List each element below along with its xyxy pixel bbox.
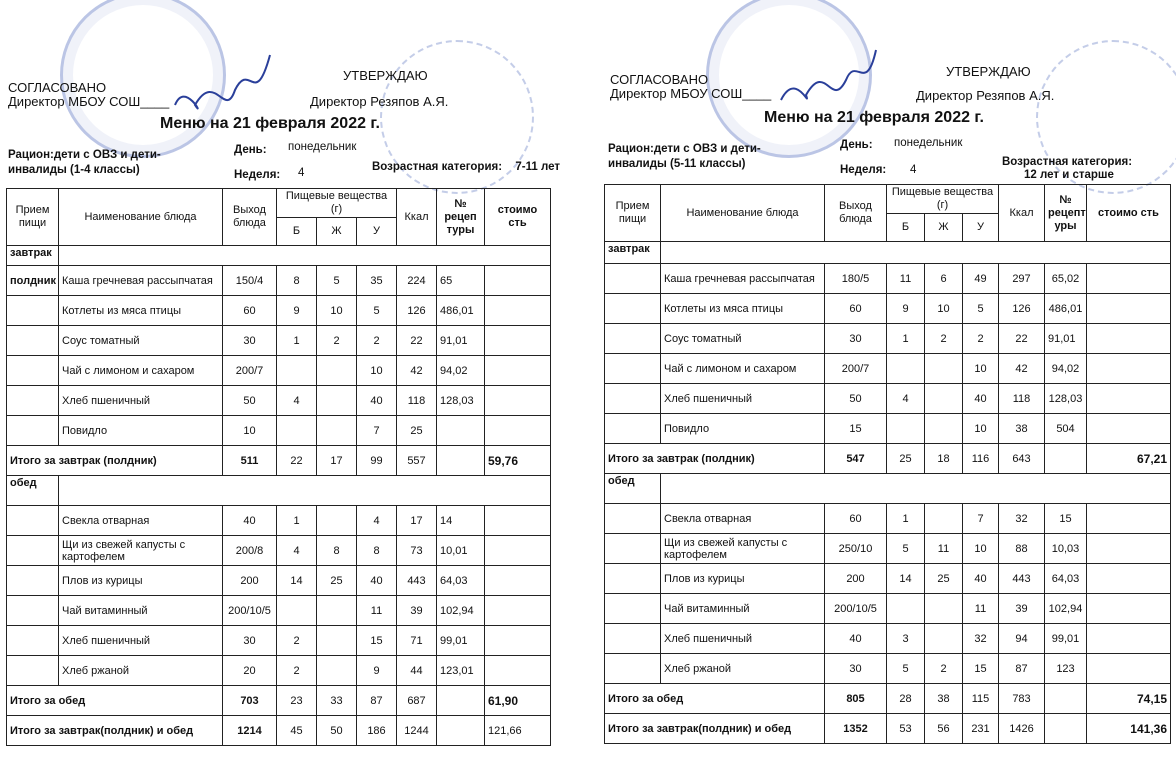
dish-kcal: 39: [397, 596, 437, 626]
dish-yield: 50: [223, 386, 277, 416]
dish-b: 9: [887, 294, 925, 324]
table-row: [605, 534, 1171, 564]
dish-kcal: 71: [397, 626, 437, 656]
total-u: 115: [963, 684, 999, 714]
total-label: Итого за обед: [605, 684, 825, 714]
approved-by: Директор МБОУ СОШ____: [610, 86, 772, 101]
dish-b: 14: [887, 564, 925, 594]
total-label: Итого за завтрак (полдник): [605, 444, 825, 474]
dish-b: 8: [277, 266, 317, 296]
total-kcal: 783: [999, 684, 1045, 714]
breakfast-total-row: [605, 444, 1171, 474]
dish-kcal: 73: [397, 536, 437, 566]
dish-yield: 30: [825, 324, 887, 354]
dish-kcal: 44: [397, 656, 437, 686]
dish-name: Повидло: [59, 416, 223, 446]
breakfast-total-row: [7, 446, 551, 476]
right-menu-page: [596, 0, 1176, 770]
total-zh: 56: [925, 714, 963, 744]
day-value: понедельник: [894, 137, 963, 149]
dish-u: 4: [357, 506, 397, 536]
col-zh: Ж: [925, 214, 963, 242]
dish-recipe: 10,01: [437, 536, 485, 566]
dish-name: Хлеб пшеничный: [661, 384, 825, 414]
dish-zh: 25: [317, 566, 357, 596]
dish-yield: 250/10: [825, 534, 887, 564]
dish-name: Соус томатный: [59, 326, 223, 356]
dish-b: [887, 414, 925, 444]
diet-label: Рацион:дети с ОВЗ и дети-инвалиды (1-4 классы): [8, 149, 161, 176]
dish-zh: [925, 594, 963, 624]
meal-lunch: обед: [605, 474, 661, 504]
dish-yield: 30: [825, 654, 887, 684]
col-kcal: Ккал: [999, 185, 1045, 242]
dish-yield: 200: [825, 564, 887, 594]
total-cost: 59,76: [485, 446, 551, 476]
dish-u: 7: [357, 416, 397, 446]
total-yield: 805: [825, 684, 887, 714]
table-row: [7, 326, 551, 356]
col-yield: Выход блюда: [825, 185, 887, 242]
age-label: Возрастная категория:: [372, 161, 503, 173]
week-value: 4: [910, 164, 917, 176]
dish-recipe: 128,03: [1045, 384, 1087, 414]
dish-zh: [317, 656, 357, 686]
dish-name: Соус томатный: [661, 324, 825, 354]
dish-u: 11: [963, 594, 999, 624]
dish-name: Щи из свежей капусты с картофелем: [59, 536, 223, 566]
dish-b: 5: [887, 654, 925, 684]
col-zh: Ж: [317, 218, 357, 246]
dish-kcal: 443: [999, 564, 1045, 594]
week-label: Неделя:: [840, 164, 887, 176]
menu-table: [604, 184, 1171, 744]
table-row: [7, 566, 551, 596]
col-u: У: [357, 218, 397, 246]
dish-zh: [317, 356, 357, 386]
total-zh: 18: [925, 444, 963, 474]
dish-recipe: 64,03: [437, 566, 485, 596]
dish-name: Котлеты из мяса птицы: [661, 294, 825, 324]
dish-u: 7: [963, 504, 999, 534]
approved-label: СОГЛАСОВАНО: [8, 80, 107, 95]
total-cost: 121,66: [485, 716, 551, 746]
dish-b: 1: [277, 326, 317, 356]
approved-by: Директор МБОУ СОШ____: [8, 94, 170, 109]
diet-label: Рацион:дети с ОВЗ и дети-инвалиды (5-11 классы): [608, 143, 761, 170]
dish-u: 11: [357, 596, 397, 626]
col-meal: Прием пищи: [7, 189, 59, 246]
confirm-by: Директор Резяпов А.Я.: [916, 88, 1055, 103]
age-label: Возрастная категория:: [1002, 156, 1133, 168]
table-row: [605, 384, 1171, 414]
dish-u: 10: [963, 414, 999, 444]
dish-name: Чай с лимоном и сахаром: [59, 356, 223, 386]
col-meal: Прием пищи: [605, 185, 661, 242]
dish-zh: 2: [317, 326, 357, 356]
dish-zh: 6: [925, 264, 963, 294]
col-b: Б: [887, 214, 925, 242]
dish-recipe: 65,02: [1045, 264, 1087, 294]
dish-recipe: 91,01: [437, 326, 485, 356]
confirm-label: УТВЕРЖДАЮ: [343, 68, 428, 83]
day-label: День:: [840, 139, 873, 151]
approved-label: СОГЛАСОВАНО: [610, 72, 709, 87]
meal-breakfast: завтрак: [7, 246, 59, 266]
dish-yield: 200/8: [223, 536, 277, 566]
dish-b: 2: [277, 656, 317, 686]
dish-b: [277, 416, 317, 446]
dish-b: [887, 354, 925, 384]
dish-name: Свекла отварная: [661, 504, 825, 534]
table-row: [7, 296, 551, 326]
total-kcal: 1244: [397, 716, 437, 746]
dish-u: 8: [357, 536, 397, 566]
dish-b: 4: [277, 536, 317, 566]
dish-recipe: 128,03: [437, 386, 485, 416]
dish-name: Котлеты из мяса птицы: [59, 296, 223, 326]
table-row: [7, 266, 551, 296]
dish-b: 2: [277, 626, 317, 656]
dish-kcal: 126: [999, 294, 1045, 324]
lunch-total-row: [7, 686, 551, 716]
dish-yield: 15: [825, 414, 887, 444]
dish-recipe: 102,94: [437, 596, 485, 626]
dish-kcal: 443: [397, 566, 437, 596]
dish-u: 40: [963, 564, 999, 594]
col-nutrients: Пищевые вещества (г): [887, 185, 999, 214]
dish-recipe: 123,01: [437, 656, 485, 686]
dish-yield: 200/10/5: [223, 596, 277, 626]
dish-zh: [925, 414, 963, 444]
table-row: [605, 564, 1171, 594]
dish-kcal: 87: [999, 654, 1045, 684]
lunch-total-row: [605, 684, 1171, 714]
dish-yield: 200/7: [825, 354, 887, 384]
dish-name: Плов из курицы: [59, 566, 223, 596]
dish-recipe: 64,03: [1045, 564, 1087, 594]
total-label: Итого за обед: [7, 686, 223, 716]
table-row: [605, 504, 1171, 534]
total-kcal: 557: [397, 446, 437, 476]
col-recipe: № рецеп туры: [437, 189, 485, 246]
dish-b: 14: [277, 566, 317, 596]
table-row: [7, 656, 551, 686]
dish-recipe: 504: [1045, 414, 1087, 444]
total-zh: 17: [317, 446, 357, 476]
total-u: 231: [963, 714, 999, 744]
week-value: 4: [298, 167, 305, 179]
col-cost: стоимо сть: [485, 189, 551, 246]
dish-u: 40: [963, 384, 999, 414]
dish-b: 11: [887, 264, 925, 294]
table-row: [605, 354, 1171, 384]
dish-u: 40: [357, 566, 397, 596]
dish-zh: 8: [317, 536, 357, 566]
dish-yield: 10: [223, 416, 277, 446]
dish-u: 10: [963, 354, 999, 384]
dish-b: 1: [887, 324, 925, 354]
col-b: Б: [277, 218, 317, 246]
dish-yield: 20: [223, 656, 277, 686]
total-kcal: 643: [999, 444, 1045, 474]
confirm-by: Директор Резяпов А.Я.: [310, 94, 449, 109]
dish-name: Хлеб ржаной: [661, 654, 825, 684]
col-nutrients: Пищевые вещества (г): [277, 189, 397, 218]
col-dish: Наименование блюда: [59, 189, 223, 246]
dish-recipe: [437, 416, 485, 446]
menu-table: [6, 188, 551, 746]
dish-kcal: 126: [397, 296, 437, 326]
table-row: [605, 294, 1171, 324]
dish-zh: 11: [925, 534, 963, 564]
dish-name: Хлеб пшеничный: [59, 386, 223, 416]
total-u: 186: [357, 716, 397, 746]
total-label: Итого за завтрак (полдник): [7, 446, 223, 476]
dish-recipe: 94,02: [437, 356, 485, 386]
dish-kcal: 297: [999, 264, 1045, 294]
dish-zh: [925, 354, 963, 384]
dish-u: 15: [963, 654, 999, 684]
total-yield: 547: [825, 444, 887, 474]
dish-recipe: 65: [437, 266, 485, 296]
meal-snack: полдник: [7, 266, 59, 296]
table-row: [605, 624, 1171, 654]
total-label: Итого за завтрак(полдник) и обед: [605, 714, 825, 744]
confirm-label: УТВЕРЖДАЮ: [946, 64, 1031, 79]
meal-breakfast: завтрак: [605, 242, 661, 264]
dish-b: 1: [277, 506, 317, 536]
dish-yield: 150/4: [223, 266, 277, 296]
col-u: У: [963, 214, 999, 242]
dish-u: 10: [963, 534, 999, 564]
dish-u: 2: [963, 324, 999, 354]
total-yield: 703: [223, 686, 277, 716]
age-value: 7-11 лет: [515, 161, 560, 173]
dish-u: 32: [963, 624, 999, 654]
dish-zh: [317, 626, 357, 656]
dish-recipe: 15: [1045, 504, 1087, 534]
dish-yield: 60: [825, 294, 887, 324]
dish-kcal: 118: [397, 386, 437, 416]
table-row: [7, 536, 551, 566]
dish-kcal: 22: [397, 326, 437, 356]
dish-recipe: 486,01: [437, 296, 485, 326]
total-kcal: 687: [397, 686, 437, 716]
dish-b: [887, 594, 925, 624]
dish-name: Хлеб ржаной: [59, 656, 223, 686]
meal-lunch: обед: [7, 476, 59, 506]
dish-recipe: 94,02: [1045, 354, 1087, 384]
total-b: 53: [887, 714, 925, 744]
page-title: Меню на 21 февраля 2022 г.: [160, 115, 380, 132]
table-row: [605, 414, 1171, 444]
dish-b: 3: [887, 624, 925, 654]
dish-b: [277, 356, 317, 386]
dish-recipe: 14: [437, 506, 485, 536]
dish-zh: [925, 624, 963, 654]
col-kcal: Ккал: [397, 189, 437, 246]
col-dish: Наименование блюда: [661, 185, 825, 242]
dish-kcal: 42: [397, 356, 437, 386]
dish-kcal: 25: [397, 416, 437, 446]
table-row: [605, 264, 1171, 294]
dish-recipe: 99,01: [1045, 624, 1087, 654]
total-zh: 50: [317, 716, 357, 746]
dish-zh: 10: [317, 296, 357, 326]
table-row: [7, 386, 551, 416]
dish-name: Хлеб пшеничный: [661, 624, 825, 654]
table-row: [7, 356, 551, 386]
dish-u: 40: [357, 386, 397, 416]
total-cost: 141,36: [1087, 714, 1171, 744]
total-yield: 1214: [223, 716, 277, 746]
dish-recipe: 486,01: [1045, 294, 1087, 324]
dish-recipe: 123: [1045, 654, 1087, 684]
dish-kcal: 17: [397, 506, 437, 536]
total-b: 25: [887, 444, 925, 474]
total-yield: 511: [223, 446, 277, 476]
left-menu-page: [0, 0, 562, 770]
table-row: [605, 654, 1171, 684]
dish-u: 10: [357, 356, 397, 386]
dish-kcal: 94: [999, 624, 1045, 654]
total-u: 99: [357, 446, 397, 476]
table-row: [605, 324, 1171, 354]
dish-kcal: 88: [999, 534, 1045, 564]
total-b: 45: [277, 716, 317, 746]
total-yield: 1352: [825, 714, 887, 744]
dish-name: Чай витаминный: [59, 596, 223, 626]
dish-name: Повидло: [661, 414, 825, 444]
dish-recipe: 10,03: [1045, 534, 1087, 564]
dish-u: 35: [357, 266, 397, 296]
dish-zh: [317, 506, 357, 536]
dish-name: Хлеб пшеничный: [59, 626, 223, 656]
dish-yield: 60: [223, 296, 277, 326]
total-label: Итого за завтрак(полдник) и обед: [7, 716, 223, 746]
table-row: [605, 594, 1171, 624]
dish-zh: [317, 386, 357, 416]
total-u: 116: [963, 444, 999, 474]
dish-yield: 40: [825, 624, 887, 654]
dish-yield: 180/5: [825, 264, 887, 294]
table-row: [7, 416, 551, 446]
total-b: 28: [887, 684, 925, 714]
dish-kcal: 39: [999, 594, 1045, 624]
dish-b: 9: [277, 296, 317, 326]
dish-kcal: 38: [999, 414, 1045, 444]
dish-zh: [925, 384, 963, 414]
dish-zh: [317, 596, 357, 626]
week-label: Неделя:: [234, 169, 281, 181]
signature: [771, 40, 881, 120]
table-row: [7, 626, 551, 656]
table-row: [7, 506, 551, 536]
dish-u: 15: [357, 626, 397, 656]
col-yield: Выход блюда: [223, 189, 277, 246]
dish-name: Каша гречневая рассыпчатая: [59, 266, 223, 296]
page-title: Меню на 21 февраля 2022 г.: [764, 109, 984, 126]
dish-yield: 30: [223, 626, 277, 656]
dish-u: 5: [963, 294, 999, 324]
dish-name: Свекла отварная: [59, 506, 223, 536]
dish-name: Чай с лимоном и сахаром: [661, 354, 825, 384]
dish-b: [277, 596, 317, 626]
total-cost: 67,21: [1087, 444, 1171, 474]
dish-name: Плов из курицы: [661, 564, 825, 594]
dish-b: 1: [887, 504, 925, 534]
grand-total-row: [7, 716, 551, 746]
dish-yield: 60: [825, 504, 887, 534]
dish-name: Чай витаминный: [661, 594, 825, 624]
dish-yield: 40: [223, 506, 277, 536]
dish-zh: 5: [317, 266, 357, 296]
dish-name: Щи из свежей капусты с картофелем: [661, 534, 825, 564]
dish-b: 4: [277, 386, 317, 416]
dish-yield: 200/10/5: [825, 594, 887, 624]
total-cost: 74,15: [1087, 684, 1171, 714]
dish-u: 5: [357, 296, 397, 326]
dish-yield: 200: [223, 566, 277, 596]
col-cost: стоимо сть: [1087, 185, 1171, 242]
age-value: 12 лет и старше: [1024, 169, 1114, 181]
dish-zh: 25: [925, 564, 963, 594]
total-u: 87: [357, 686, 397, 716]
dish-zh: [925, 504, 963, 534]
grand-total-row: [605, 714, 1171, 744]
total-zh: 33: [317, 686, 357, 716]
total-b: 23: [277, 686, 317, 716]
dish-kcal: 42: [999, 354, 1045, 384]
total-b: 22: [277, 446, 317, 476]
dish-kcal: 32: [999, 504, 1045, 534]
total-zh: 38: [925, 684, 963, 714]
total-kcal: 1426: [999, 714, 1045, 744]
dish-recipe: 102,94: [1045, 594, 1087, 624]
dish-recipe: 99,01: [437, 626, 485, 656]
dish-yield: 30: [223, 326, 277, 356]
col-recipe: № рецепт уры: [1045, 185, 1087, 242]
dish-name: Каша гречневая рассыпчатая: [661, 264, 825, 294]
day-value: понедельник: [288, 141, 357, 153]
dish-zh: 2: [925, 654, 963, 684]
dish-yield: 50: [825, 384, 887, 414]
dish-u: 9: [357, 656, 397, 686]
dish-kcal: 118: [999, 384, 1045, 414]
dish-kcal: 224: [397, 266, 437, 296]
dish-zh: [317, 416, 357, 446]
dish-zh: 10: [925, 294, 963, 324]
dish-u: 2: [357, 326, 397, 356]
dish-zh: 2: [925, 324, 963, 354]
dish-b: 5: [887, 534, 925, 564]
dish-b: 4: [887, 384, 925, 414]
dish-u: 49: [963, 264, 999, 294]
table-row: [7, 596, 551, 626]
dish-recipe: 91,01: [1045, 324, 1087, 354]
dish-kcal: 22: [999, 324, 1045, 354]
dish-yield: 200/7: [223, 356, 277, 386]
day-label: День:: [234, 144, 267, 156]
total-cost: 61,90: [485, 686, 551, 716]
